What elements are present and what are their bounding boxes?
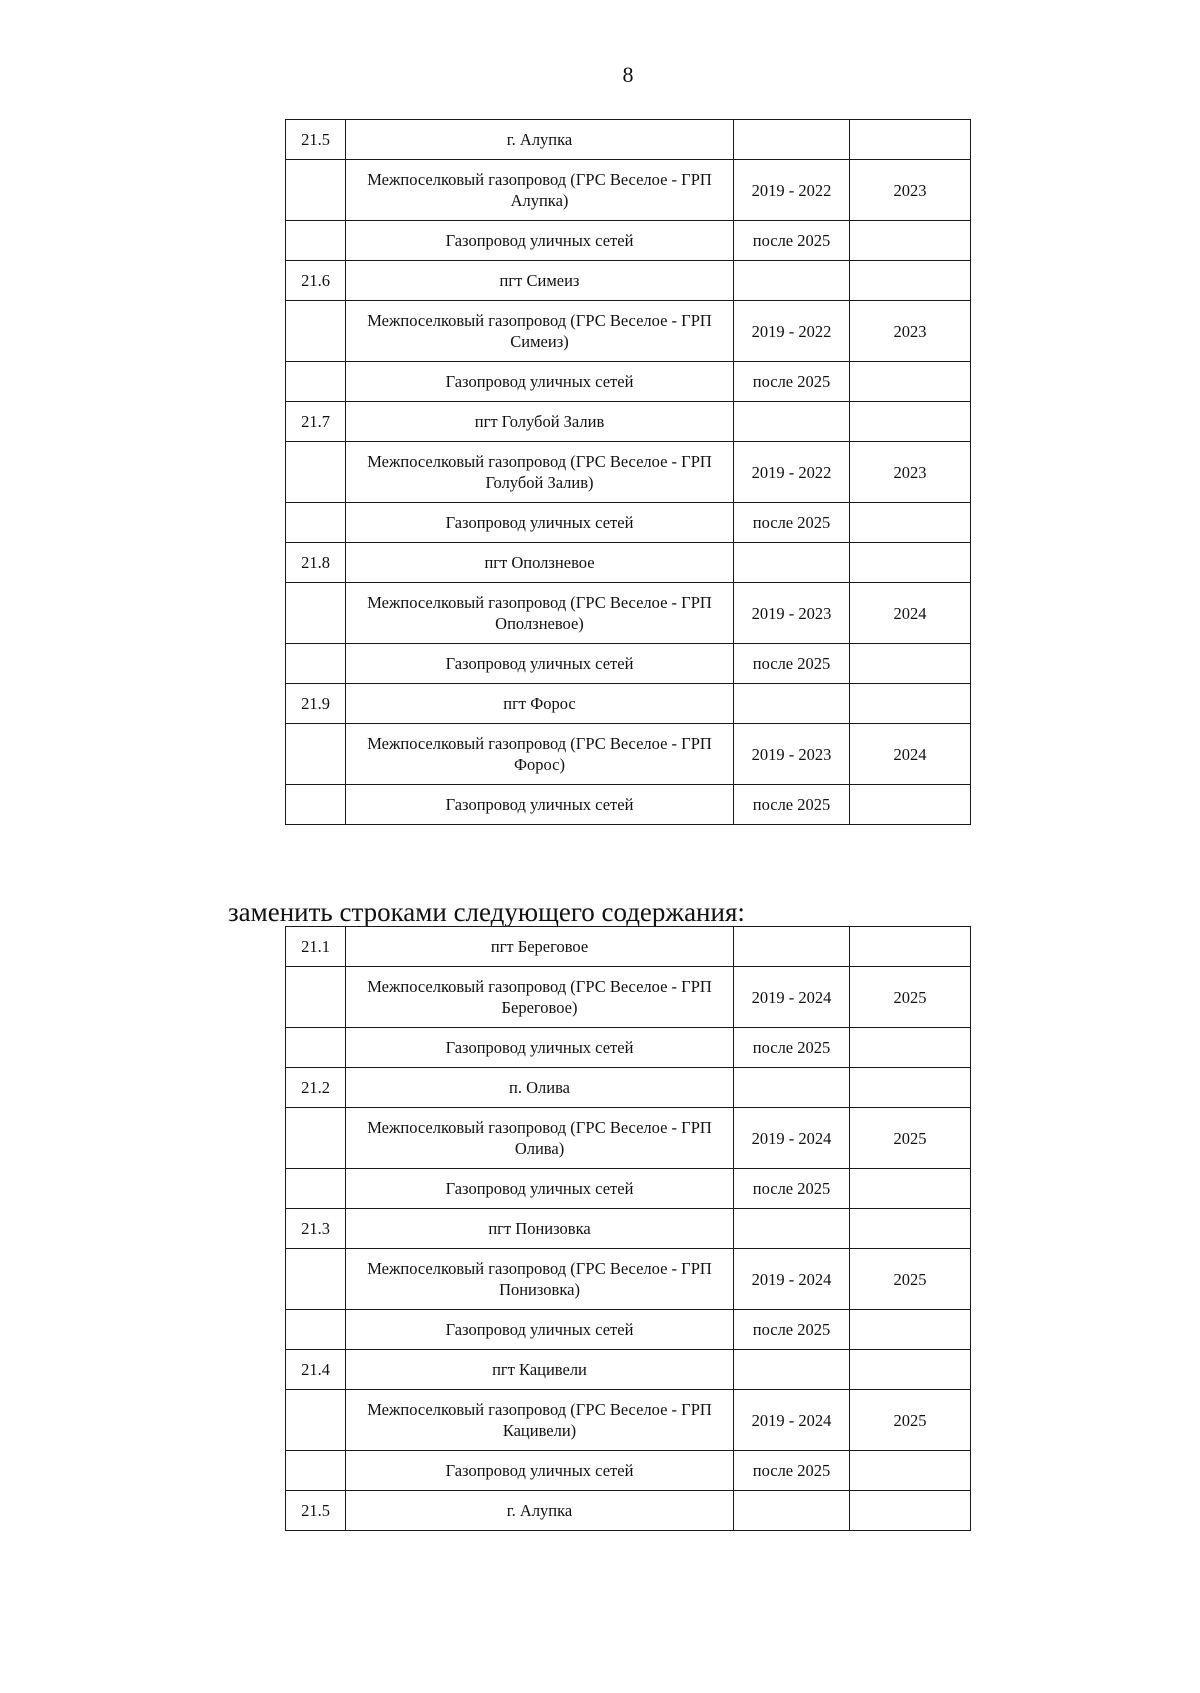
row-name-cell: Межпоселковый газопровод (ГРС Веселое - ГРП Симеиз) <box>346 301 734 362</box>
row-number-cell <box>286 583 346 644</box>
row-name-cell: Газопровод уличных сетей <box>346 362 734 402</box>
row-name-cell: Газопровод уличных сетей <box>346 1028 734 1068</box>
row-number-cell: 21.6 <box>286 261 346 301</box>
row-name-cell: Газопровод уличных сетей <box>346 1169 734 1209</box>
row-number-cell: 21.1 <box>286 927 346 967</box>
table-row-settlement <box>286 120 971 160</box>
row-number-cell <box>286 1249 346 1310</box>
table-row-pipeline <box>286 442 971 503</box>
row-name-cell: пгт Береговое <box>346 927 734 967</box>
commissioning-year-cell: 2025 <box>850 1108 971 1169</box>
table-row-settlement <box>286 402 971 442</box>
commissioning-year-cell <box>850 543 971 583</box>
row-number-cell <box>286 1108 346 1169</box>
row-number-cell: 21.5 <box>286 120 346 160</box>
table-row-settlement <box>286 684 971 724</box>
commissioning-year-cell <box>850 1068 971 1108</box>
row-name-cell: Межпоселковый газопровод (ГРС Веселое - ГРП Олива) <box>346 1108 734 1169</box>
table-row-settlement <box>286 1209 971 1249</box>
row-name-cell: Газопровод уличных сетей <box>346 221 734 261</box>
construction-period-cell <box>734 684 850 724</box>
table-row-settlement <box>286 1350 971 1390</box>
row-name-cell: Межпоселковый газопровод (ГРС Веселое - ГРП Кацивели) <box>346 1390 734 1451</box>
commissioning-year-cell: 2025 <box>850 967 971 1028</box>
row-number-cell <box>286 1451 346 1491</box>
row-name-cell: Межпоселковый газопровод (ГРС Веселое - ГРП Оползневое) <box>346 583 734 644</box>
row-name-cell: Газопровод уличных сетей <box>346 644 734 684</box>
construction-period-cell <box>734 927 850 967</box>
replacement-caption: заменить строками следующего содержания: <box>228 897 745 927</box>
commissioning-year-cell <box>850 1209 971 1249</box>
construction-period-cell <box>734 1068 850 1108</box>
row-number-cell: 21.4 <box>286 1350 346 1390</box>
construction-period-cell <box>734 261 850 301</box>
row-name-cell: г. Алупка <box>346 1491 734 1531</box>
construction-period-cell <box>734 1350 850 1390</box>
row-number-cell <box>286 1169 346 1209</box>
table-row-pipeline <box>286 1249 971 1310</box>
construction-period-cell: 2019 - 2023 <box>734 583 850 644</box>
construction-period-cell: 2019 - 2024 <box>734 967 850 1028</box>
commissioning-year-cell: 2023 <box>850 301 971 362</box>
table-row-pipeline <box>286 1390 971 1451</box>
construction-period-cell: после 2025 <box>734 1310 850 1350</box>
construction-period-cell: 2019 - 2024 <box>734 1108 850 1169</box>
construction-period-cell: после 2025 <box>734 644 850 684</box>
table-row-street <box>286 221 971 261</box>
table-row-pipeline <box>286 301 971 362</box>
row-number-cell <box>286 1028 346 1068</box>
row-number-cell: 21.3 <box>286 1209 346 1249</box>
row-number-cell: 21.2 <box>286 1068 346 1108</box>
row-number-cell: 21.7 <box>286 402 346 442</box>
commissioning-year-cell: 2024 <box>850 583 971 644</box>
commissioning-year-cell <box>850 785 971 825</box>
row-name-cell: Межпоселковый газопровод (ГРС Веселое - ГРП Береговое) <box>346 967 734 1028</box>
row-number-cell: 21.5 <box>286 1491 346 1531</box>
commissioning-year-cell: 2023 <box>850 442 971 503</box>
construction-period-cell: 2019 - 2023 <box>734 724 850 785</box>
table-row-street <box>286 1310 971 1350</box>
row-number-cell <box>286 301 346 362</box>
row-name-cell: пгт Голубой Залив <box>346 402 734 442</box>
row-number-cell: 21.9 <box>286 684 346 724</box>
row-number-cell: 21.8 <box>286 543 346 583</box>
construction-period-cell <box>734 1491 850 1531</box>
row-number-cell <box>286 503 346 543</box>
row-name-cell: Газопровод уличных сетей <box>346 1451 734 1491</box>
construction-period-cell: после 2025 <box>734 1451 850 1491</box>
commissioning-year-cell: 2025 <box>850 1390 971 1451</box>
table-row-street <box>286 785 971 825</box>
commissioning-year-cell <box>850 927 971 967</box>
row-name-cell: пгт Симеиз <box>346 261 734 301</box>
commissioning-year-cell <box>850 1028 971 1068</box>
table-row-street <box>286 1028 971 1068</box>
construction-period-cell: после 2025 <box>734 1169 850 1209</box>
row-name-cell: Межпоселковый газопровод (ГРС Веселое - ГРП Понизовка) <box>346 1249 734 1310</box>
row-number-cell <box>286 1390 346 1451</box>
table-row-settlement <box>286 1068 971 1108</box>
table-row-street <box>286 644 971 684</box>
commissioning-year-cell <box>850 362 971 402</box>
row-number-cell <box>286 785 346 825</box>
commissioning-year-cell <box>850 644 971 684</box>
construction-period-cell <box>734 402 850 442</box>
table-row-pipeline <box>286 583 971 644</box>
commissioning-year-cell <box>850 1491 971 1531</box>
commissioning-year-cell <box>850 1350 971 1390</box>
table-row-street <box>286 1451 971 1491</box>
row-number-cell <box>286 362 346 402</box>
table-row-settlement <box>286 1491 971 1531</box>
table-row-pipeline <box>286 967 971 1028</box>
row-number-cell <box>286 967 346 1028</box>
construction-period-cell: после 2025 <box>734 785 850 825</box>
table-row-street <box>286 1169 971 1209</box>
commissioning-year-cell <box>850 1310 971 1350</box>
table-row-pipeline <box>286 724 971 785</box>
row-name-cell: Межпоселковый газопровод (ГРС Веселое - ГРП Голубой Залив) <box>346 442 734 503</box>
commissioning-year-cell <box>850 684 971 724</box>
table-row-settlement <box>286 261 971 301</box>
commissioning-year-cell: 2025 <box>850 1249 971 1310</box>
old-rows-table <box>285 119 971 825</box>
new-rows-body <box>286 927 971 1531</box>
row-name-cell: п. Олива <box>346 1068 734 1108</box>
construction-period-cell: 2019 - 2022 <box>734 160 850 221</box>
commissioning-year-cell <box>850 402 971 442</box>
table-row-pipeline <box>286 160 971 221</box>
construction-period-cell <box>734 120 850 160</box>
row-number-cell <box>286 442 346 503</box>
commissioning-year-cell <box>850 120 971 160</box>
old-rows-body <box>286 120 971 825</box>
construction-period-cell: после 2025 <box>734 221 850 261</box>
row-name-cell: Газопровод уличных сетей <box>346 503 734 543</box>
construction-period-cell: 2019 - 2022 <box>734 301 850 362</box>
row-number-cell <box>286 160 346 221</box>
commissioning-year-cell <box>850 1169 971 1209</box>
row-number-cell <box>286 724 346 785</box>
construction-period-cell: после 2025 <box>734 503 850 543</box>
row-name-cell: пгт Оползневое <box>346 543 734 583</box>
table-row-settlement <box>286 927 971 967</box>
row-name-cell: г. Алупка <box>346 120 734 160</box>
commissioning-year-cell <box>850 1451 971 1491</box>
row-name-cell: Межпоселковый газопровод (ГРС Веселое - ГРП Алупка) <box>346 160 734 221</box>
table-row-street <box>286 503 971 543</box>
construction-period-cell: после 2025 <box>734 1028 850 1068</box>
table-row-street <box>286 362 971 402</box>
table-row-settlement <box>286 543 971 583</box>
construction-period-cell: 2019 - 2024 <box>734 1249 850 1310</box>
row-number-cell <box>286 221 346 261</box>
construction-period-cell <box>734 543 850 583</box>
new-rows-table <box>285 926 971 1531</box>
row-name-cell: пгт Форос <box>346 684 734 724</box>
construction-period-cell <box>734 1209 850 1249</box>
commissioning-year-cell <box>850 503 971 543</box>
page-number: 8 <box>622 62 634 87</box>
row-name-cell: Газопровод уличных сетей <box>346 1310 734 1350</box>
row-name-cell: пгт Кацивели <box>346 1350 734 1390</box>
construction-period-cell: 2019 - 2022 <box>734 442 850 503</box>
row-number-cell <box>286 1310 346 1350</box>
row-name-cell: пгт Понизовка <box>346 1209 734 1249</box>
row-name-cell: Газопровод уличных сетей <box>346 785 734 825</box>
commissioning-year-cell <box>850 261 971 301</box>
commissioning-year-cell: 2023 <box>850 160 971 221</box>
construction-period-cell: 2019 - 2024 <box>734 1390 850 1451</box>
row-number-cell <box>286 644 346 684</box>
row-name-cell: Межпоселковый газопровод (ГРС Веселое - ГРП Форос) <box>346 724 734 785</box>
commissioning-year-cell: 2024 <box>850 724 971 785</box>
construction-period-cell: после 2025 <box>734 362 850 402</box>
commissioning-year-cell <box>850 221 971 261</box>
table-row-pipeline <box>286 1108 971 1169</box>
